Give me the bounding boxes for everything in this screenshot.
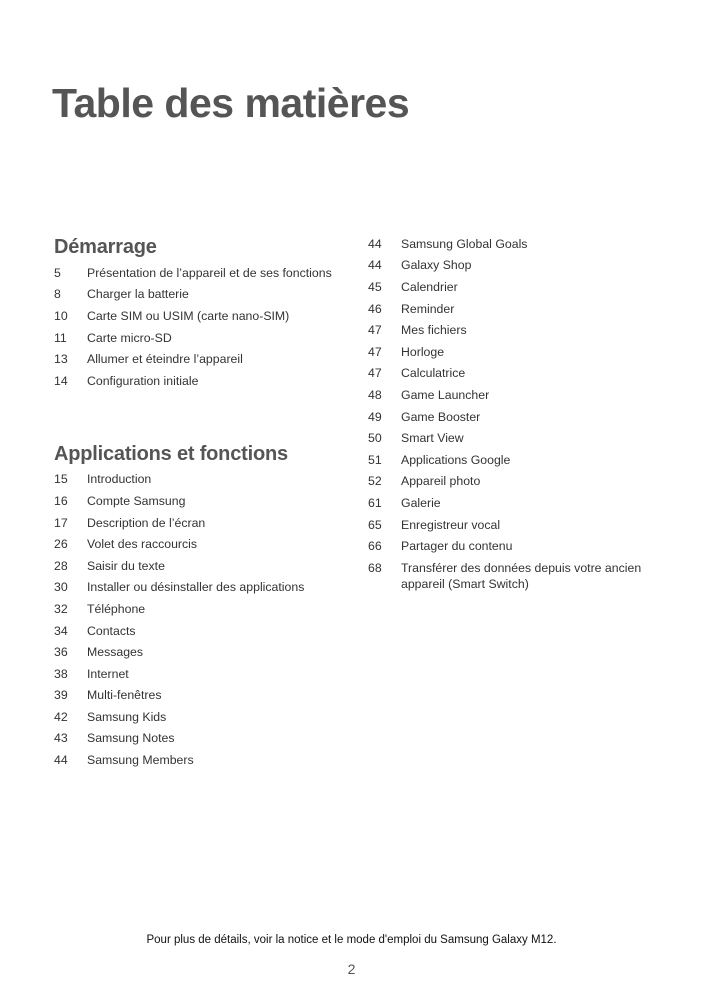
toc-entry-label: Samsung Kids [87,709,167,724]
toc-entry[interactable] [54,749,354,771]
toc-entry[interactable] [54,348,354,370]
toc-list-demarrage [54,262,354,392]
toc-entry[interactable] [54,706,354,728]
page-title: Table des matières [52,80,410,126]
toc-entry[interactable] [368,406,678,428]
toc-page-number: 11 [54,330,67,345]
toc-entry-label: Samsung Members [87,753,194,768]
toc-entry-label: Allumer et éteindre l’appareil [87,352,243,367]
toc-page-number: 50 [368,431,382,446]
toc-entry[interactable] [368,276,678,298]
toc-entry-label: Installer ou désinstaller des applications [87,580,305,595]
toc-entry-label: Reminder [401,301,455,316]
toc-page-number: 43 [54,731,68,746]
toc-entry[interactable] [368,492,678,514]
toc-entry-label: Présentation de l’appareil et de ses fonctions [87,265,332,280]
toc-entry[interactable] [368,384,678,406]
toc-list-continued [368,233,678,595]
toc-page-number: 10 [54,308,68,323]
toc-page-number: 15 [54,472,68,487]
toc-right-column [368,233,678,595]
toc-page-number: 8 [54,287,61,302]
toc-entry-label: Charger la batterie [87,287,189,302]
toc-entry-label: Messages [87,645,144,660]
toc-entry[interactable] [54,728,354,750]
toc-entry-label: Samsung Notes [87,731,175,746]
toc-page-number: 16 [54,493,68,508]
toc-entry[interactable] [54,685,354,707]
toc-page-number: 49 [368,409,382,424]
toc-page-number: 47 [368,344,382,359]
toc-entry-label: Carte micro-SD [87,330,172,345]
toc-entry-label: Smart View [401,431,464,446]
toc-entry[interactable] [368,557,678,595]
toc-entry-label: Multi-fenêtres [87,688,162,703]
toc-entry-label: Téléphone [87,601,146,616]
page-number: 2 [347,961,356,977]
toc-entry-label: Configuration initiale [87,373,199,388]
toc-page-number: 45 [368,279,382,294]
toc-entry[interactable] [54,577,354,599]
toc-entry[interactable] [368,449,678,471]
toc-page-number: 68 [368,560,382,575]
toc-entry[interactable] [54,370,354,392]
toc-page-number: 38 [54,666,68,681]
toc-list-applications [54,469,354,771]
toc-entry-label: Calendrier [401,279,458,294]
toc-entry[interactable] [54,284,354,306]
toc-entry-label: Game Launcher [401,387,490,402]
toc-entry-label: Galaxy Shop [401,258,472,273]
toc-entry[interactable] [368,427,678,449]
toc-page-number: 26 [54,537,68,552]
toc-page-number: 66 [368,539,382,554]
toc-page-number: 48 [368,387,382,402]
toc-entry-label: Galerie [401,495,441,510]
toc-entry-label: Transférer des données depuis votre ancien appareil (Smart Switch) [401,560,642,591]
toc-page-number: 46 [368,301,382,316]
toc-page-number: 14 [54,373,68,388]
toc-entry[interactable] [54,598,354,620]
toc-entry[interactable] [54,305,354,327]
toc-entry[interactable] [54,620,354,642]
toc-entry-label: Samsung Global Goals [401,236,528,251]
toc-entry[interactable] [368,535,678,557]
toc-entry[interactable] [54,641,354,663]
toc-page-number: 30 [54,580,68,595]
toc-page-number: 28 [54,558,68,573]
toc-entry[interactable] [54,490,354,512]
toc-entry[interactable] [368,514,678,536]
toc-page-number: 61 [368,495,382,510]
toc-entry-label: Volet des raccourcis [87,537,198,552]
toc-page-number: 44 [54,753,68,768]
toc-entry-label: Game Booster [401,409,481,424]
toc-entry[interactable] [368,233,678,255]
toc-entry[interactable] [54,512,354,534]
toc-entry-label: Description de l’écran [87,515,206,530]
toc-entry[interactable] [368,363,678,385]
toc-entry[interactable] [54,327,354,349]
toc-page-number: 17 [54,515,68,530]
section-heading-applications: Applications et fonctions [54,442,288,465]
toc-entry[interactable] [368,255,678,277]
toc-entry[interactable] [368,341,678,363]
toc-page-number: 32 [54,601,68,616]
toc-page-number: 51 [368,452,382,467]
toc-entry[interactable] [54,555,354,577]
toc-entry-label: Mes fichiers [401,323,467,338]
toc-entry[interactable] [368,471,678,493]
toc-entry-label: Calculatrice [401,366,466,381]
toc-page-number: 44 [368,258,382,273]
toc-entry-label: Saisir du texte [87,558,165,573]
toc-entry[interactable] [54,262,354,284]
toc-page-number: 47 [368,323,382,338]
toc-entry-label: Compte Samsung [87,493,186,508]
toc-entry-label: Introduction [87,472,152,487]
toc-entry[interactable] [54,533,354,555]
toc-page-number: 52 [368,474,382,489]
toc-page-number: 47 [368,366,382,381]
toc-page-number: 36 [54,645,68,660]
toc-page-number: 5 [54,265,61,280]
toc-entry-label: Internet [87,666,129,681]
toc-page-number: 42 [54,709,68,724]
toc-entry-label: Enregistreur vocal [401,517,501,532]
toc-entry-label: Partager du contenu [401,539,513,554]
toc-entry[interactable] [368,298,678,320]
footer-note: Pour plus de détails, voir la notice et le mode d'emploi du Samsung Galaxy M12. [146,934,557,946]
toc-page-number: 13 [54,352,68,367]
toc-page-number: 65 [368,517,382,532]
toc-entry-label: Appareil photo [401,474,481,489]
toc-page-number: 39 [54,688,68,703]
toc-entry-label: Applications Google [401,452,511,467]
toc-left-column [54,232,354,771]
toc-entry-label: Carte SIM ou USIM (carte nano-SIM) [87,308,290,323]
toc-entry[interactable] [54,469,354,491]
toc-entry-label: Horloge [401,344,445,359]
toc-entry[interactable] [54,663,354,685]
section-heading-demarrage: Démarrage [54,236,157,258]
toc-entry[interactable] [368,319,678,341]
toc-entry-label: Contacts [87,623,136,638]
toc-page-number: 34 [54,623,68,638]
toc-page-number: 44 [368,236,382,251]
